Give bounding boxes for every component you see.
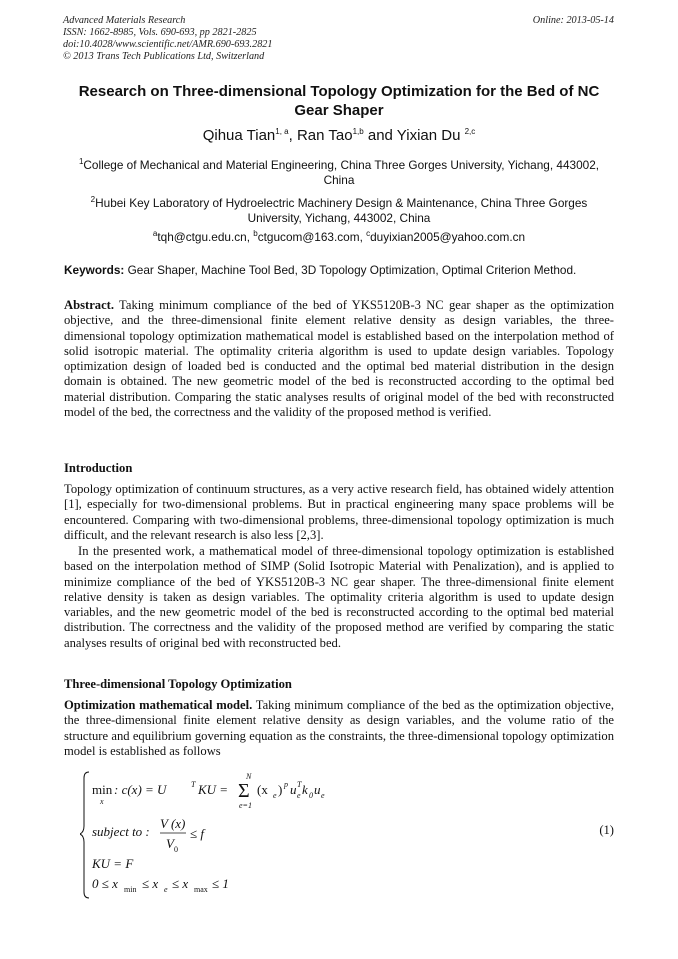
- introduction-heading: Introduction: [64, 461, 133, 475]
- abstract-label: Abstract.: [64, 298, 115, 312]
- eq-sub-e2: e: [297, 791, 301, 800]
- eq-bounds-max: max: [194, 885, 208, 894]
- keywords-text: Gear Shaper, Machine Tool Bed, 3D Topology Optimization, Optimal Criterion Method.: [127, 263, 577, 277]
- affiliation-1: [64, 154, 614, 188]
- eq-subject: subject to :: [92, 824, 150, 839]
- paper-title: Research on Three-dimensional Topology Optimization for the Bed of NC Gear Shaper: [78, 83, 600, 119]
- journal-name: Advanced Materials Research: [63, 15, 186, 26]
- keywords-label: Keywords:: [64, 263, 125, 277]
- journal-header: [63, 15, 272, 63]
- author-name: Yixian Du: [396, 127, 461, 144]
- intro-paragraph-1: Topology optimization of continuum structures, as a very active research field, has obtained widely attention [1], especially for two-dimensional problems. But in practical engineering many space problems will be encountered. Comparing with two-dimensional problems, three-dimensional topology optimization is much difficult, and the relevant research is also less [2,3].: [64, 482, 614, 542]
- copyright-line: © 2013 Trans Tech Publications Ltd, Switzerland: [63, 51, 265, 62]
- eq-sum-top: N: [246, 772, 252, 781]
- email-address: duyixian2005@yahoo.com.cn: [370, 229, 526, 244]
- eq-u2: u: [314, 782, 321, 797]
- eq-sup-p: p: [284, 780, 288, 789]
- eq-min-sub: x: [100, 797, 104, 806]
- eq-sub-e: e: [273, 791, 277, 800]
- eq-V0-sub: 0: [174, 845, 178, 854]
- section-heading: Three-dimensional Topology Optimization: [64, 677, 292, 691]
- eq-bounds-d: ≤ 1: [212, 876, 229, 891]
- eq-sup-T: T: [191, 780, 196, 789]
- intro-paragraph-2: In the presented work, a mathematical model of three-dimensional topology optimization is established based on the interpolation method of SIMP (Solid Isotropic Material with Penalization), and is applied to minimize compliance of the bed of YKS5120B-3 NC gear shaper. The three-dimensional finite element relative density is taken as design variables. The optimality criteria algorithm is used to update design variables, and the new geometric model of the bed is reconstructed according to the optimal bed material distribution. The correctness and the validity of the proposed method are verified by comparing the static analyses results of original bed with reconstructed bed.: [64, 544, 614, 650]
- email-address: ctgucom@163.com: [257, 229, 360, 244]
- section-paragraph: [64, 698, 614, 759]
- affiliation-sup: 2: [90, 195, 96, 204]
- equation-brace: [80, 772, 89, 898]
- eq-term: (x: [257, 782, 268, 797]
- eq-sub-0: 0: [309, 791, 313, 800]
- affiliation-sup: 1: [78, 157, 84, 166]
- author-name: Qihua Tian: [202, 127, 276, 144]
- keywords: [64, 263, 614, 277]
- email-sup: b: [253, 229, 258, 238]
- eq-u: u: [290, 782, 297, 797]
- author-separator: ,: [288, 127, 293, 144]
- email-sup: c: [366, 229, 371, 238]
- subsection-label: Optimization mathematical model.: [64, 698, 253, 712]
- eq-bounds-b: ≤ x: [142, 876, 159, 891]
- author-sup: 1, a: [275, 127, 289, 136]
- email-sup: a: [152, 229, 158, 238]
- eq-bounds-a: 0 ≤ x: [92, 876, 118, 891]
- online-date: Online: 2013-05-14: [532, 15, 614, 26]
- eq-bounds-c: ≤ x: [172, 876, 189, 891]
- doi-line: doi:10.4028/www.scientific.net/AMR.690-693.2821: [63, 39, 273, 50]
- affiliation-text: College of Mechanical and Material Engineering, China Three Gorges University, Yichang, 443002, China: [83, 157, 600, 187]
- eq-k0: k: [302, 782, 308, 797]
- affiliation-text: Hubei Key Laboratory of Hydroelectric Machinery Design & Maintenance, China Three Gorges University, Yichang, 443002, China: [95, 195, 588, 225]
- eq-line1: : c(x) = U: [114, 782, 167, 797]
- abstract-text: Taking minimum compliance of the bed of YKS5120B-3 NC gear shaper as the optimization objective, and the three-dimensional finite element relative density as design variables, the three-dimensional topology optimization mathematical model is established based on the interpolation method of solid isotropic material. The optimality criteria algorithm is used to update design variables. Topology optimization design of loaded bed is conducted and the optimal bed material distribution in the design domain is obtained. The new geometric model of the bed is reconstructed according to the optimal bed material distribution. Comparing the static analyses results of original model of the bed with reconstructed model of the bed, the correctness and the validity of the proposed method is verified.: [64, 298, 615, 420]
- eq-sub-e3: e: [321, 791, 325, 800]
- author-list: [64, 127, 614, 144]
- eq-bounds-min: min: [124, 885, 137, 894]
- eq-sigma: Σ: [238, 780, 250, 802]
- eq-leq-f: ≤ f: [190, 826, 204, 841]
- author-sup: 1,b: [352, 127, 364, 136]
- eq-min: min: [92, 782, 113, 797]
- affiliation-2: [64, 192, 614, 226]
- eq-KU-F: KU = F: [92, 856, 134, 871]
- email-address: tqh@ctgu.edu.cn: [157, 229, 247, 244]
- issn-line: ISSN: 1662-8985, Vols. 690-693, pp 2821-2825: [63, 27, 257, 38]
- author-name: Ran Tao: [296, 127, 353, 144]
- abstract: [64, 298, 614, 420]
- email-list: $^a$tqh@ctgu.edu.cn, $^b$ctgucom@163.com, $^c$duyixian2005@yahoo.com.cn: [152, 229, 526, 244]
- eq-Vx: V (x): [160, 816, 186, 831]
- eq-KU: KU =: [198, 782, 229, 797]
- equation-number: (1): [599, 823, 614, 837]
- eq-sup-T2: T: [297, 780, 302, 789]
- subsection-text: Taking minimum compliance of the bed as the optimization objective, the three-dimensional finite element relative density as design variables, and the volume ratio of the structure and equilibrium governing equation as the constraints, the three-dimensional topology optimization model is established as follows: [64, 698, 614, 758]
- equation-1: [80, 770, 330, 900]
- eq-sum-bottom: e=1: [239, 801, 252, 810]
- author-sup: 2,c: [464, 127, 476, 136]
- eq-bounds-e: e: [164, 885, 168, 894]
- eq-V0: V: [166, 836, 174, 851]
- author-separator: and: [367, 127, 393, 144]
- eq-close-paren: ): [278, 782, 283, 797]
